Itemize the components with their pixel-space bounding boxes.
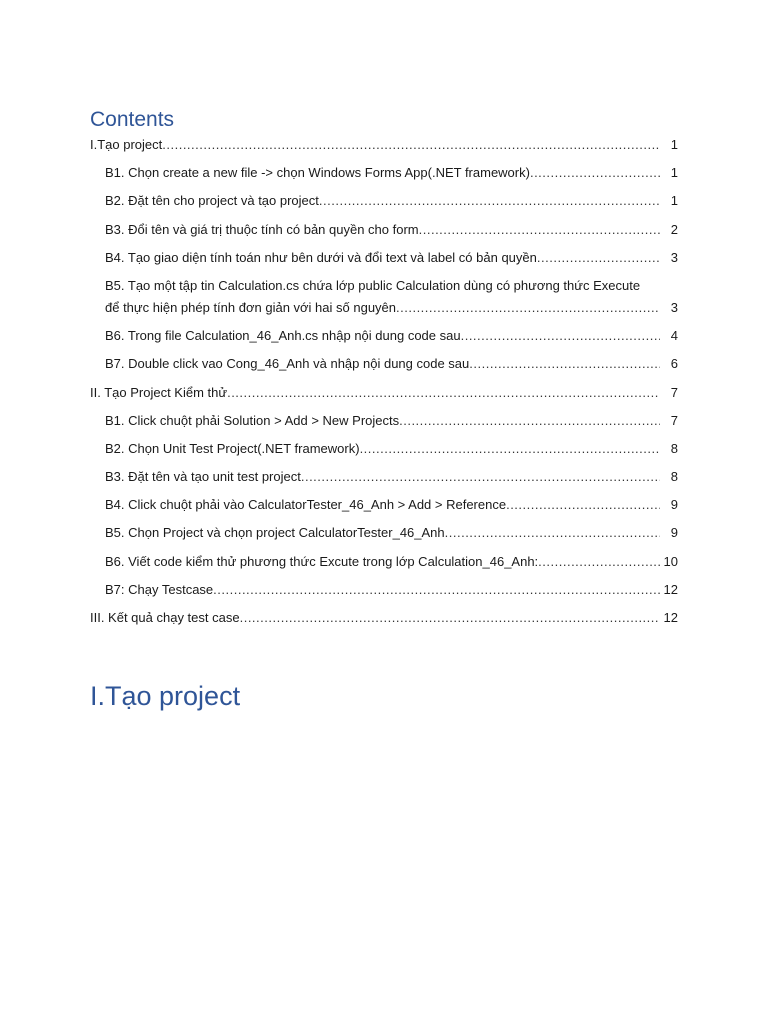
toc-entry-text: B6. Trong file Calculation_46_Anh.cs nhập nội dung code sau <box>105 325 461 347</box>
toc-entry[interactable] <box>90 134 678 156</box>
toc-page-number: 7 <box>670 384 678 400</box>
toc-page-number: 12 <box>663 610 678 625</box>
toc-entry[interactable] <box>90 353 678 375</box>
toc-page-number: 2 <box>670 221 678 237</box>
dot-leader <box>506 494 660 516</box>
toc-page-number: 9 <box>670 525 678 541</box>
toc-page-number: 1 <box>670 193 678 209</box>
dot-leader <box>530 162 660 184</box>
dot-leader <box>396 297 660 319</box>
dot-leader <box>445 522 660 544</box>
toc-entry-text: I.Tạo project <box>90 134 162 156</box>
toc-page-number: 6 <box>670 356 678 372</box>
toc-entry[interactable] <box>90 219 678 241</box>
toc-entry[interactable] <box>90 162 678 184</box>
dot-leader <box>162 134 660 156</box>
toc-entry[interactable] <box>90 579 678 601</box>
dot-leader <box>213 579 660 601</box>
dot-leader <box>240 607 660 629</box>
toc-entry[interactable] <box>90 438 678 460</box>
toc-entry[interactable] <box>90 522 678 544</box>
toc-entry-text: B2. Đặt tên cho project và tạo project <box>105 190 319 212</box>
dot-leader <box>399 410 660 432</box>
toc-entry-text: B1. Chọn create a new file -> chọn Windows Forms App(.NET framework) <box>105 162 530 184</box>
toc-entry[interactable] <box>90 466 678 488</box>
toc-page-number: 12 <box>663 581 678 597</box>
toc-page-number: 8 <box>670 469 678 485</box>
dot-leader <box>301 466 660 488</box>
dot-leader <box>419 219 660 241</box>
toc-page-number: 8 <box>670 440 678 456</box>
toc-entry[interactable] <box>90 494 678 516</box>
toc-entry[interactable] <box>90 410 678 432</box>
toc-entry-text: B5. Chọn Project và chọn project CalculatorTester_46_Anh <box>105 522 445 544</box>
section-heading: I.Tạo project <box>90 681 241 711</box>
toc-page-number: 4 <box>670 328 678 344</box>
toc-entry-text-line1: B5. Tạo một tập tin Calculation.cs chứa lớp public Calculation dùng có phương thức Execute <box>105 277 641 293</box>
toc-page-number: 3 <box>670 299 678 315</box>
toc-entry-text: B3. Đổi tên và giá trị thuộc tính có bản quyền cho form <box>105 219 419 241</box>
dot-leader <box>227 382 660 404</box>
toc-entry[interactable] <box>90 190 678 212</box>
toc-page-number: 7 <box>670 412 678 428</box>
toc-page-number: 9 <box>670 497 678 513</box>
toc-entry-text: III. Kết quả chạy test case <box>90 607 240 629</box>
toc-heading: Contents <box>90 108 175 131</box>
toc-entry-text: B6. Viết code kiểm thử phương thức Excute trong lớp Calculation_46_Anh: <box>105 551 538 573</box>
toc-page-number: 10 <box>663 553 678 569</box>
dot-leader <box>461 325 660 347</box>
toc-entry[interactable] <box>90 325 678 347</box>
table-of-contents <box>90 134 678 635</box>
toc-entry[interactable] <box>90 551 678 573</box>
toc-entry[interactable] <box>90 275 678 319</box>
toc-entry[interactable] <box>90 382 678 404</box>
toc-entry-text: B4. Tạo giao diện tính toán như bên dưới và đổi text và label có bản quyền <box>105 247 537 269</box>
toc-page-number: 1 <box>670 137 678 152</box>
dot-leader <box>537 247 660 269</box>
toc-entry-text: B4. Click chuột phải vào CalculatorTester_46_Anh > Add > Reference <box>105 494 506 516</box>
dot-leader <box>319 190 660 212</box>
dot-leader <box>538 551 660 573</box>
toc-entry[interactable] <box>90 247 678 269</box>
toc-page-number: 1 <box>670 165 678 181</box>
toc-entry-text: II. Tạo Project Kiểm thử <box>90 382 227 404</box>
toc-entry-text: B3. Đặt tên và tạo unit test project <box>105 466 301 488</box>
toc-entry-text-line2: để thực hiện phép tính đơn giản với hai số nguyên <box>105 297 396 319</box>
toc-entry[interactable] <box>90 607 678 629</box>
toc-page-number: 3 <box>670 249 678 265</box>
toc-entry-text: B1. Click chuột phải Solution > Add > New Projects <box>105 410 399 432</box>
dot-leader <box>360 438 660 460</box>
toc-entry-text: B2. Chọn Unit Test Project(.NET framework) <box>105 438 360 460</box>
toc-entry-text: B7. Double click vao Cong_46_Anh và nhập nội dung code sau <box>105 353 469 375</box>
toc-entry-text: B7: Chạy Testcase <box>105 579 213 601</box>
dot-leader <box>469 353 660 375</box>
